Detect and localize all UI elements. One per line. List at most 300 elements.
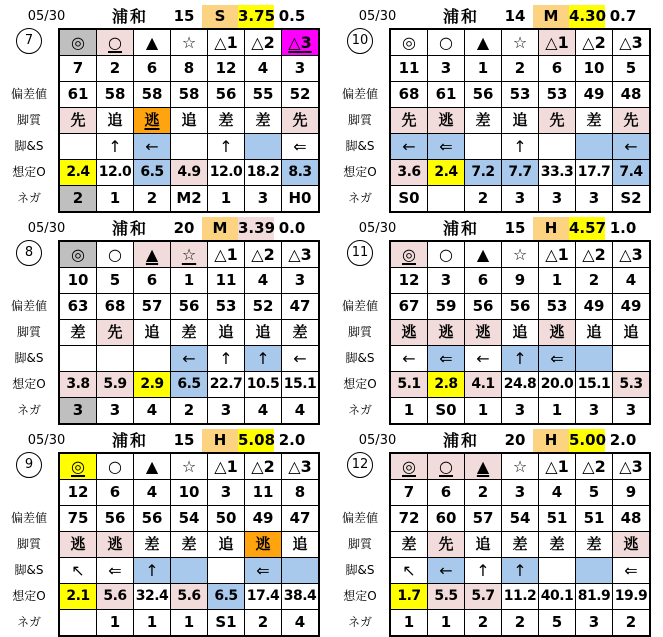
nega-cell	[59, 610, 97, 637]
row-label-1: 脚質	[347, 536, 372, 551]
running-style-cell: 差	[539, 532, 576, 558]
horse-number-cell: 1	[171, 268, 208, 294]
expected-odds-cell: 5.7	[465, 584, 502, 610]
numbers-row	[59, 268, 319, 294]
horse-number-cell: 8	[171, 56, 208, 82]
row-label-0: 偏差値	[341, 86, 378, 101]
horse-number-cell: 12	[390, 268, 428, 294]
kyaku-s-arrow-cell: ↑	[502, 346, 539, 372]
nega-row	[59, 610, 319, 637]
running-style-cell: 追	[576, 320, 613, 346]
deviation-cell: 75	[59, 506, 97, 532]
kyaku-s-arrow-cell	[134, 346, 171, 372]
running-style-cell: 先	[539, 108, 576, 134]
marks-row	[59, 241, 319, 268]
numbers-row	[390, 268, 650, 294]
odds-row	[59, 584, 319, 610]
row-label-4: ネガ	[16, 190, 41, 205]
running-style-cell: 逃	[97, 532, 134, 558]
mark-cell: △2	[245, 29, 282, 56]
block-header	[0, 429, 331, 452]
horse-number-cell: 7	[59, 56, 97, 82]
kyaku-s-arrow-cell: ↑	[208, 346, 245, 372]
running-style-cell: 逃	[59, 532, 97, 558]
mark-cell: △3	[613, 29, 651, 56]
horse-number-cell: 4	[245, 268, 282, 294]
hensachi-row	[390, 506, 650, 532]
mark-cell: ▲	[134, 241, 171, 268]
mark-cell: ☆	[502, 241, 539, 268]
mark-cell: △2	[576, 453, 613, 480]
deviation-cell: 53	[208, 294, 245, 320]
mark-cell: △1	[208, 453, 245, 480]
row-label-1: 脚質	[16, 324, 41, 339]
expected-odds-cell: 5.6	[171, 584, 208, 610]
kyaku-s-arrow-cell: ↑	[134, 558, 171, 584]
nega-cell: M2	[171, 186, 208, 213]
horse-number-cell: 1	[465, 56, 502, 82]
kyaku-s-arrow-cell: ⇐	[428, 134, 465, 160]
arrows-row	[59, 558, 319, 584]
expected-odds-cell: 2.4	[59, 160, 97, 186]
deviation-cell: 49	[576, 294, 613, 320]
mark-cell: ▲	[465, 241, 502, 268]
mark-cell: ◎	[390, 453, 428, 480]
kyaku-s-arrow-cell: ↑	[502, 558, 539, 584]
mark-cell: ◎	[59, 29, 97, 56]
nega-cell: 2	[171, 398, 208, 425]
running-style-cell: 逃	[465, 320, 502, 346]
horse-number-cell: 10	[576, 56, 613, 82]
nega-row	[390, 186, 650, 213]
deviation-cell: 49	[245, 506, 282, 532]
odds-gap-value: 0.7	[609, 7, 637, 25]
nega-cell: 3	[59, 398, 97, 425]
nega-row	[59, 398, 319, 425]
kyaku-s-arrow-cell: ↑	[502, 134, 539, 160]
mark-cell: ☆	[171, 453, 208, 480]
kyaku-s-arrow-cell	[576, 134, 613, 160]
nega-cell: 1	[390, 610, 428, 637]
kyaku-s-arrow-cell	[576, 346, 613, 372]
block-body	[331, 28, 663, 213]
pace-class-badge: M	[202, 217, 238, 240]
mark-cell: △3	[282, 241, 320, 268]
deviation-cell: 53	[539, 82, 576, 108]
hensachi-row	[59, 82, 319, 108]
expected-odds-cell: 15.1	[282, 372, 320, 398]
arrows-row	[390, 558, 650, 584]
running-style-cell: 追	[282, 532, 320, 558]
deviation-cell: 58	[171, 82, 208, 108]
expected-odds-cell: 24.8	[502, 372, 539, 398]
running-style-cell: 追	[245, 320, 282, 346]
race-number-badge: 7	[16, 28, 42, 54]
kyaku-s-arrow-cell	[171, 558, 208, 584]
kyaku-s-arrow-cell: ⇐	[428, 346, 465, 372]
expected-odds-cell: 8.3	[282, 160, 320, 186]
odds-gap-value: 2.0	[609, 431, 637, 449]
running-style-cell: 先	[97, 320, 134, 346]
kyaku-s-arrow-cell: ←	[613, 134, 651, 160]
nega-cell: 3	[576, 398, 613, 425]
running-style-cell: 先	[282, 108, 320, 134]
mark-cell: △2	[245, 453, 282, 480]
kyaku-s-arrow-cell: ↖	[390, 558, 428, 584]
mark-cell: △1	[208, 29, 245, 56]
horse-number-cell: 11	[245, 480, 282, 506]
deviation-cell: 58	[97, 82, 134, 108]
track-name: 浦和	[442, 7, 479, 26]
running-style-cell: 逃	[390, 320, 428, 346]
mark-cell: △3	[613, 241, 651, 268]
nega-cell: S2	[613, 186, 651, 213]
kyaku-s-arrow-cell: ←	[282, 346, 320, 372]
nega-cell: 2	[245, 610, 282, 637]
running-style-cell: 差	[171, 532, 208, 558]
nega-cell: 3	[208, 398, 245, 425]
kyaku-s-arrow-cell	[97, 346, 134, 372]
row-label-0: 偏差値	[10, 86, 47, 101]
running-style-cell: 追	[208, 532, 245, 558]
arrows-row	[390, 346, 650, 372]
race-number-badge: 11	[347, 240, 373, 266]
nega-row	[390, 610, 650, 637]
expected-odds-cell: 12.0	[208, 160, 245, 186]
block-body	[0, 452, 331, 637]
row-label-column	[331, 28, 389, 213]
marks-row	[390, 29, 650, 56]
mark-cell: ○	[97, 453, 134, 480]
horse-number-cell: 6	[97, 480, 134, 506]
deviation-cell: 68	[97, 294, 134, 320]
mark-cell: ▲	[134, 29, 171, 56]
running-style-cell: 差	[502, 532, 539, 558]
row-label-1: 脚質	[16, 112, 41, 127]
mark-cell: △1	[208, 241, 245, 268]
nega-cell: 3	[576, 610, 613, 637]
horse-number-cell: 2	[465, 480, 502, 506]
kyaku-s-arrow-cell: ↑	[97, 134, 134, 160]
running-style-cell: 逃	[428, 108, 465, 134]
race-data-table	[389, 452, 651, 637]
row-label-3: 想定O	[343, 376, 377, 391]
row-label-4: ネガ	[347, 614, 372, 629]
horse-number-cell: 3	[502, 480, 539, 506]
nega-cell: 4	[245, 398, 282, 425]
kyaku-s-arrow-cell	[576, 558, 613, 584]
arrows-row	[59, 134, 319, 160]
horse-number-cell: 3	[282, 268, 320, 294]
kyaku-s-arrow-cell	[282, 558, 320, 584]
expected-odds-cell: 3.6	[390, 160, 428, 186]
horse-number-cell: 6	[539, 56, 576, 82]
mark-cell: △1	[539, 29, 576, 56]
expected-odds-cell: 6.5	[134, 160, 171, 186]
deviation-cell: 54	[171, 506, 208, 532]
expected-odds-cell: 4.1	[465, 372, 502, 398]
track-name: 浦和	[442, 431, 479, 450]
nega-cell: S0	[428, 398, 465, 425]
horse-number-cell: 6	[465, 268, 502, 294]
track-name: 浦和	[111, 7, 148, 26]
row-label-column	[0, 240, 58, 425]
pace-class-badge: H	[202, 429, 238, 452]
expected-odds-cell: 11.2	[502, 584, 539, 610]
expected-odds-cell: 2.9	[134, 372, 171, 398]
running-style-cell: 追	[171, 108, 208, 134]
nega-cell: 1	[97, 610, 134, 637]
nega-cell: 4	[134, 398, 171, 425]
nega-cell: 1	[390, 398, 428, 425]
row-label-3: 想定O	[343, 164, 377, 179]
row-label-column	[331, 240, 389, 425]
kyaku-s-arrow-cell: ⇐	[613, 558, 651, 584]
expected-odds-cell: 20.0	[539, 372, 576, 398]
nega-cell: 1	[428, 610, 465, 637]
kyaku-s-arrow-cell: ←	[390, 134, 428, 160]
mark-cell: △2	[576, 29, 613, 56]
expected-odds-cell: 15.1	[576, 372, 613, 398]
race-date: 05/30	[27, 9, 66, 24]
running-style-cell: 差	[134, 532, 171, 558]
nega-row	[390, 398, 650, 425]
mark-cell: ◎	[59, 241, 97, 268]
expected-odds-cell: 2.4	[428, 160, 465, 186]
horse-number-cell: 3	[282, 56, 320, 82]
nega-cell: 2	[502, 610, 539, 637]
horse-number-cell: 11	[390, 56, 428, 82]
horse-number-cell: 5	[576, 480, 613, 506]
hensachi-row	[390, 294, 650, 320]
nega-cell: 5	[539, 610, 576, 637]
running-style-cell: 逃	[613, 532, 651, 558]
block-body	[0, 240, 331, 425]
horse-number-cell: 3	[428, 56, 465, 82]
kyaku-s-arrow-cell: ←	[171, 346, 208, 372]
race-block-12	[331, 424, 663, 635]
row-label-0: 偏差値	[10, 510, 47, 525]
nega-cell: 1	[171, 610, 208, 637]
nega-cell: 3	[576, 186, 613, 213]
row-label-3: 想定O	[12, 588, 46, 603]
race-date: 05/30	[358, 221, 397, 236]
deviation-cell: 56	[502, 294, 539, 320]
horse-number-cell: 6	[134, 56, 171, 82]
deviation-cell: 56	[171, 294, 208, 320]
row-label-column	[0, 28, 58, 213]
nega-cell: H0	[282, 186, 320, 213]
race-number-badge: 9	[16, 452, 42, 478]
odds-gap-value: 0.5	[278, 7, 306, 25]
row-label-4: ネガ	[16, 402, 41, 417]
running-style-cell: 追	[134, 320, 171, 346]
expected-odds-cell: 3.8	[59, 372, 97, 398]
deviation-cell: 48	[613, 82, 651, 108]
kyaku-s-arrow-cell: ↑	[208, 134, 245, 160]
race-data-table	[58, 240, 320, 425]
horse-number-cell: 3	[428, 268, 465, 294]
mark-cell: △1	[539, 241, 576, 268]
running-style-cell: 先	[613, 108, 651, 134]
kyaku-s-arrow-cell: ↖	[59, 558, 97, 584]
top-odds-value: 3.75	[238, 5, 274, 28]
row-label-3: 想定O	[343, 588, 377, 603]
odds-gap-value: 2.0	[278, 431, 306, 449]
mark-cell: ○	[428, 453, 465, 480]
horse-number-cell: 2	[502, 56, 539, 82]
running-style-cell: 差	[576, 108, 613, 134]
deviation-cell: 56	[465, 294, 502, 320]
numbers-row	[59, 480, 319, 506]
row-label-0: 偏差値	[10, 298, 47, 313]
nega-cell	[428, 186, 465, 213]
race-number-header: 14	[504, 7, 526, 25]
horse-number-cell: 1	[539, 268, 576, 294]
mark-cell: △3	[282, 29, 320, 56]
expected-odds-cell: 33.3	[539, 160, 576, 186]
expected-odds-cell: 6.5	[208, 584, 245, 610]
marks-row	[59, 453, 319, 480]
deviation-cell: 60	[428, 506, 465, 532]
row-label-2: 脚&S	[345, 138, 375, 153]
expected-odds-cell: 10.5	[245, 372, 282, 398]
row-label-3: 想定O	[12, 376, 46, 391]
deviation-cell: 53	[502, 82, 539, 108]
deviation-cell: 61	[428, 82, 465, 108]
horse-number-cell: 12	[208, 56, 245, 82]
deviation-cell: 68	[390, 82, 428, 108]
nega-row	[59, 186, 319, 213]
block-header	[331, 429, 663, 452]
kyaku-s-arrow-cell	[613, 346, 651, 372]
kyaku-s-arrow-cell: ⇐	[539, 346, 576, 372]
pace-class-badge: H	[533, 429, 569, 452]
row-label-1: 脚質	[347, 112, 372, 127]
nega-cell: 2	[613, 610, 651, 637]
kyaku-s-arrow-cell: ←	[428, 558, 465, 584]
deviation-cell: 52	[245, 294, 282, 320]
kyaku-s-arrow-cell	[208, 558, 245, 584]
expected-odds-cell: 5.6	[97, 584, 134, 610]
numbers-row	[390, 56, 650, 82]
expected-odds-cell: 6.5	[171, 372, 208, 398]
expected-odds-cell: 17.7	[576, 160, 613, 186]
horse-number-cell: 2	[97, 56, 134, 82]
expected-odds-cell: 17.4	[245, 584, 282, 610]
deviation-cell: 50	[208, 506, 245, 532]
kyaku-s-arrow-cell	[171, 134, 208, 160]
running-style-cell: 逃	[134, 108, 171, 134]
race-number-badge: 10	[347, 28, 373, 54]
row-label-2: 脚&S	[345, 562, 375, 577]
race-block-10	[331, 0, 663, 212]
block-header	[331, 5, 663, 28]
mark-cell: ○	[97, 29, 134, 56]
nega-cell: 4	[282, 398, 320, 425]
block-header	[0, 5, 331, 28]
horse-number-cell: 9	[502, 268, 539, 294]
horse-number-cell: 2	[576, 268, 613, 294]
kyaku-s-arrow-cell: ⇐	[282, 134, 320, 160]
horse-number-cell: 5	[613, 56, 651, 82]
nega-cell: 1	[465, 398, 502, 425]
running-style-cell: 追	[613, 320, 651, 346]
deviation-cell: 56	[208, 82, 245, 108]
deviation-cell: 48	[613, 506, 651, 532]
expected-odds-cell: 22.7	[208, 372, 245, 398]
race-block-9	[0, 424, 331, 635]
top-odds-value: 4.57	[569, 217, 605, 240]
horse-number-cell: 10	[171, 480, 208, 506]
horse-number-cell: 5	[97, 268, 134, 294]
mark-cell: ☆	[502, 453, 539, 480]
track-name: 浦和	[442, 219, 479, 238]
expected-odds-cell: 5.3	[613, 372, 651, 398]
expected-odds-cell: 7.7	[502, 160, 539, 186]
row-label-2: 脚&S	[14, 562, 44, 577]
nega-cell: 2	[134, 186, 171, 213]
nega-cell: 3	[502, 186, 539, 213]
odds-row	[59, 372, 319, 398]
kyaku-s-arrow-cell: ←	[390, 346, 428, 372]
horse-number-cell: 4	[539, 480, 576, 506]
nega-cell: 3	[245, 186, 282, 213]
deviation-cell: 59	[428, 294, 465, 320]
horse-number-cell: 11	[208, 268, 245, 294]
expected-odds-cell: 81.9	[576, 584, 613, 610]
mark-cell: △1	[539, 453, 576, 480]
expected-odds-cell: 2.1	[59, 584, 97, 610]
race-number-badge: 8	[16, 240, 42, 266]
block-body	[331, 240, 663, 425]
numbers-row	[59, 56, 319, 82]
kyaku-s-arrow-cell: ⇐	[245, 558, 282, 584]
nega-cell: 3	[613, 398, 651, 425]
kyaku-row	[59, 532, 319, 558]
race-date: 05/30	[27, 433, 66, 448]
running-style-cell: 追	[208, 320, 245, 346]
deviation-cell: 58	[134, 82, 171, 108]
arrows-row	[390, 134, 650, 160]
marks-row	[390, 453, 650, 480]
nega-cell: 1	[97, 186, 134, 213]
nega-cell: 2	[59, 186, 97, 213]
kyaku-row	[390, 532, 650, 558]
hensachi-row	[390, 82, 650, 108]
kyaku-row	[390, 320, 650, 346]
race-number-header: 15	[504, 219, 526, 237]
kyaku-s-arrow-cell	[59, 346, 97, 372]
nega-cell: S1	[208, 610, 245, 637]
nega-cell: 3	[97, 398, 134, 425]
row-label-4: ネガ	[347, 402, 372, 417]
mark-cell: ○	[428, 29, 465, 56]
expected-odds-cell: 12.0	[97, 160, 134, 186]
row-label-column	[0, 452, 58, 637]
mark-cell: ▲	[465, 29, 502, 56]
race-data-table	[389, 240, 651, 425]
horse-number-cell: 7	[390, 480, 428, 506]
expected-odds-cell: 19.9	[613, 584, 651, 610]
block-header	[0, 217, 331, 240]
race-date: 05/30	[27, 221, 66, 236]
deviation-cell: 55	[245, 82, 282, 108]
row-label-0: 偏差値	[341, 510, 378, 525]
odds-gap-value: 0.0	[278, 219, 306, 237]
expected-odds-cell: 5.1	[390, 372, 428, 398]
marks-row	[390, 241, 650, 268]
